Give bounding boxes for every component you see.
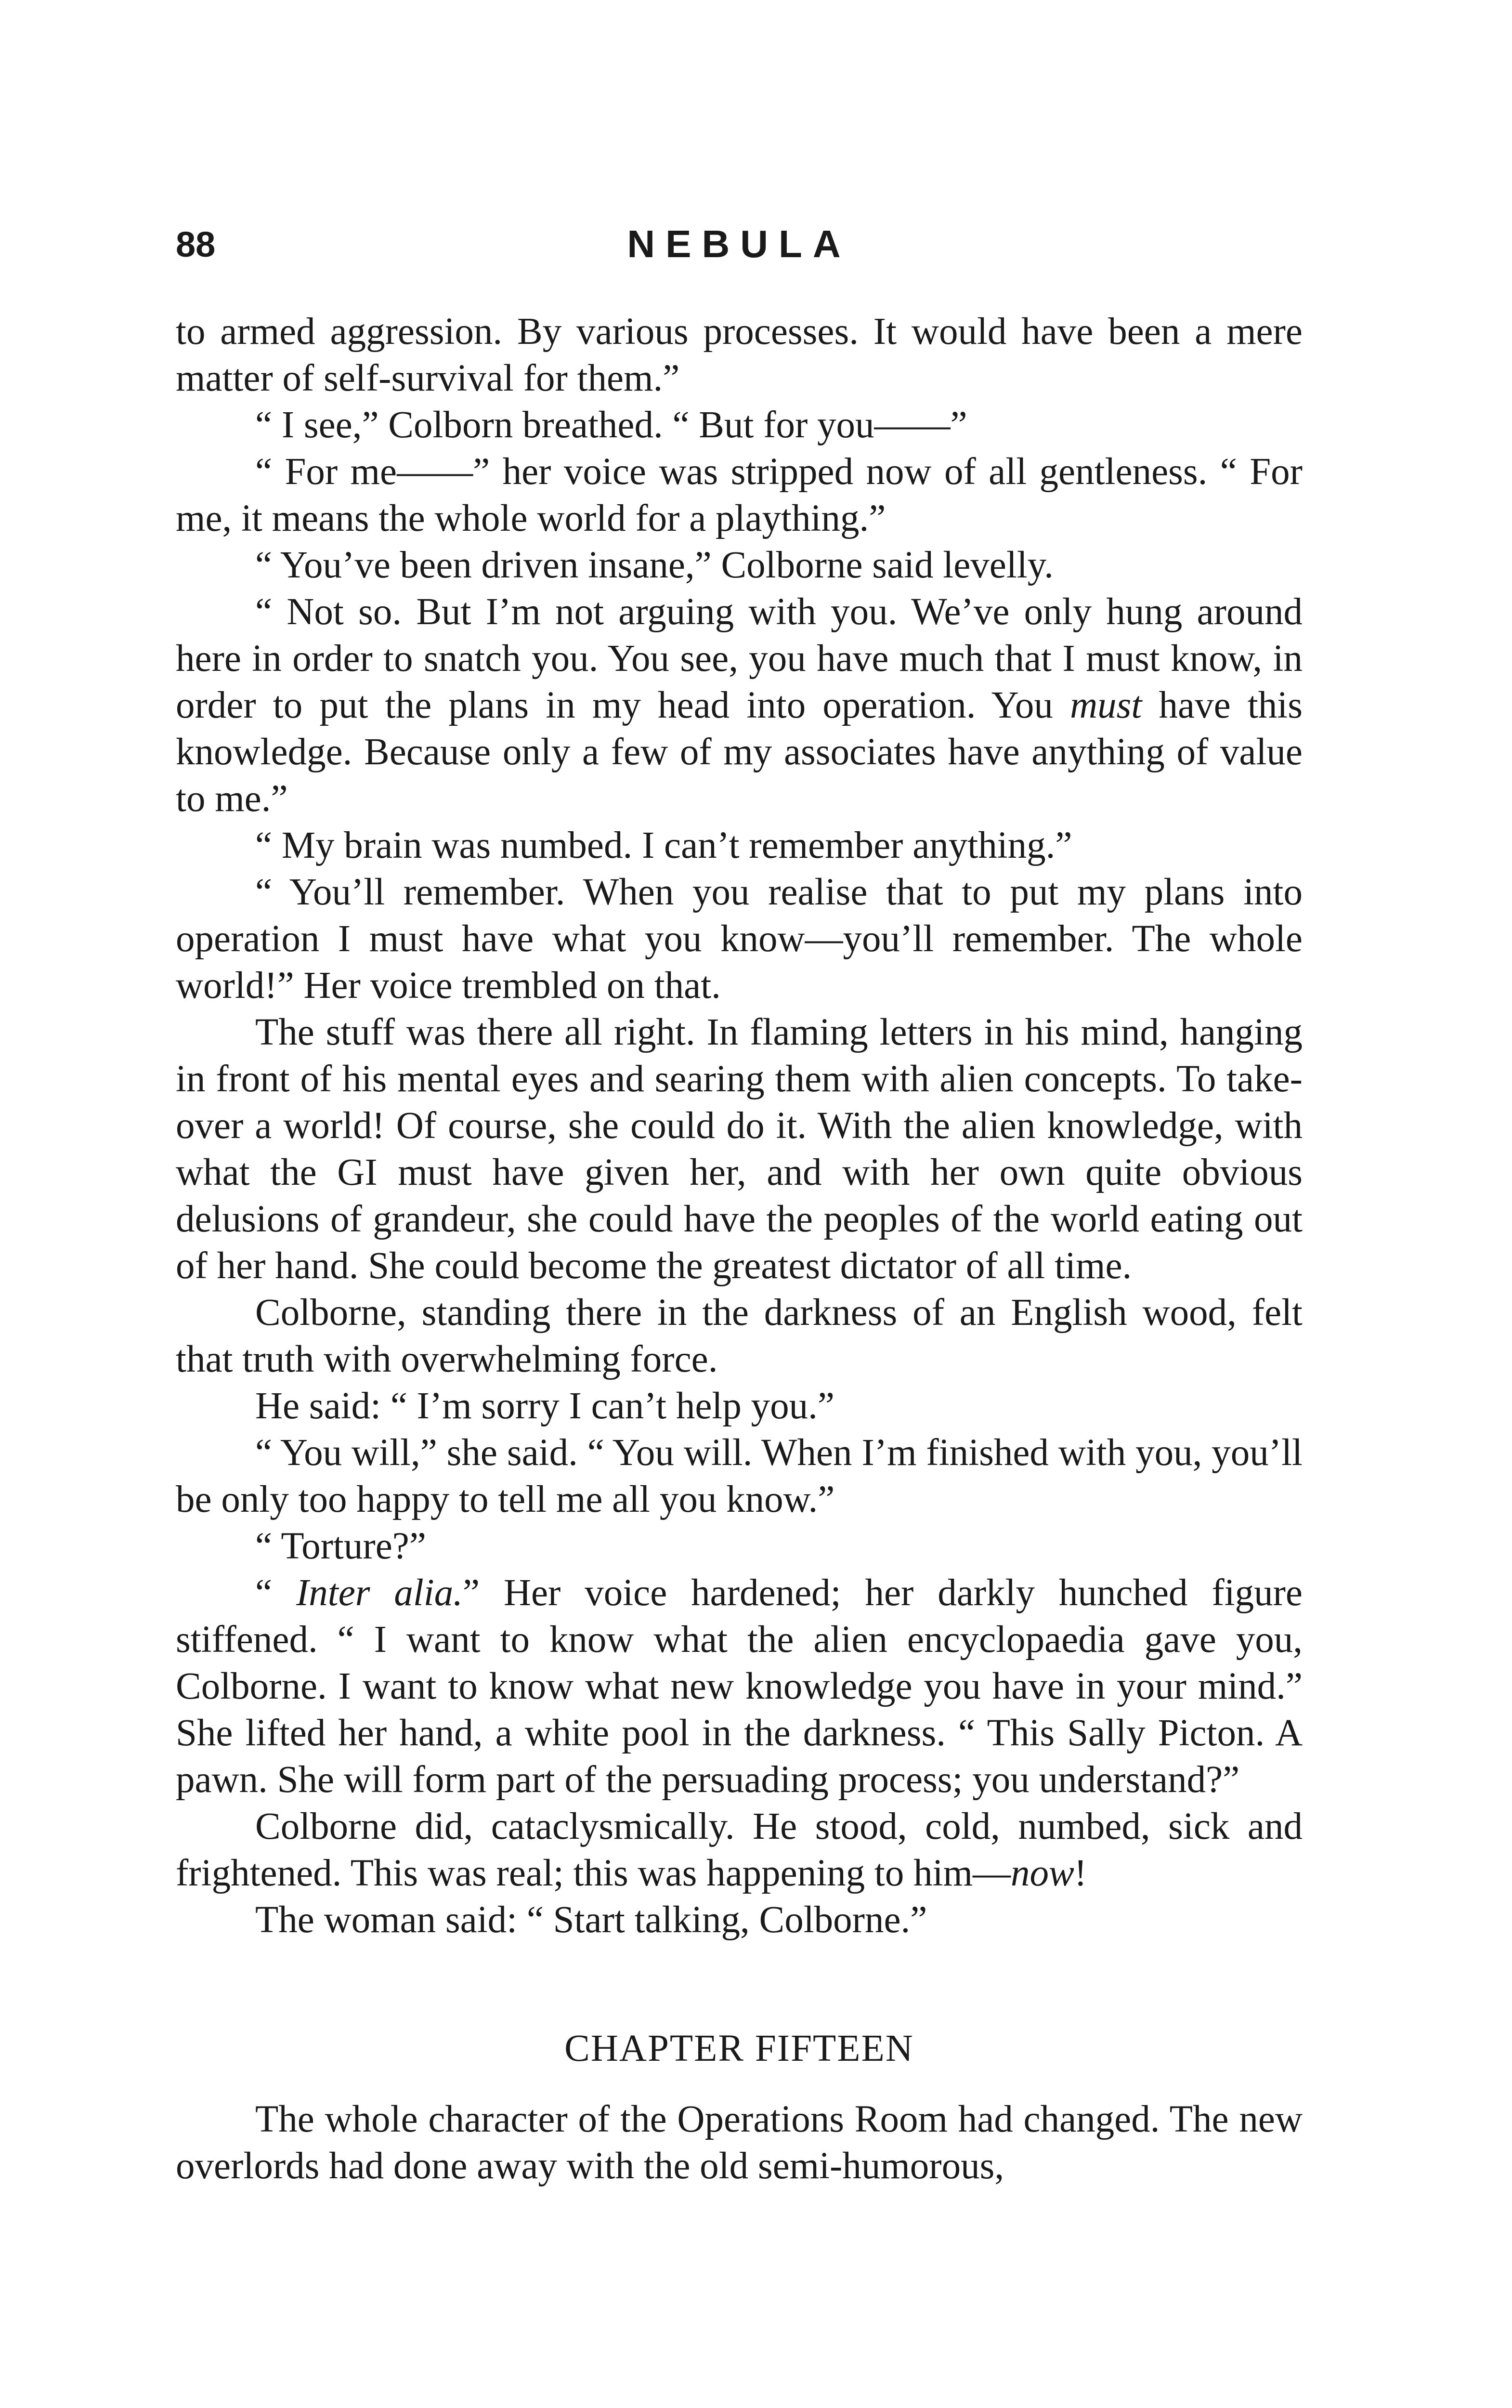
- text-run: Colborne did, cataclysmically. He stood, cold, numbed, sick and frightened. This was real; this was happening to him—: [176, 1806, 1303, 1894]
- italic-text: must: [1070, 684, 1142, 726]
- paragraph: [176, 1570, 1303, 1803]
- paragraph: [176, 448, 1303, 542]
- text-run: to armed aggression. By various processes. It would have been a mere matter of self-survival for them.”: [176, 311, 1303, 399]
- paragraph: [176, 1897, 1303, 1943]
- story-paragraphs: [176, 308, 1303, 1943]
- chapter-heading: CHAPTER FIFTEEN: [564, 2028, 914, 2069]
- text-run: The stuff was there all right. In flaming letters in his mind, hanging in front of his mental eyes and searing them with alien concepts. To take-over a world! Of course, she could do it. With the alien knowledge, with what the GI must have given her, and with her own quite obvious delusions of grandeur, she could have the peoples of the world eating out of her hand. She could become the greatest dictator of all time.: [176, 1011, 1303, 1287]
- text-run: “ For me——” her voice was stripped now of all gentleness. “ For me, it means the whole world for a plaything.”: [176, 451, 1303, 539]
- paragraph: [176, 869, 1303, 1009]
- paragraph: [176, 1523, 1303, 1570]
- paragraph: [176, 1803, 1303, 1897]
- paragraph: [176, 589, 1303, 822]
- paragraph: [176, 1429, 1303, 1523]
- text-run: “ My brain was numbed. I can’t remember anything.”: [255, 824, 1072, 866]
- text-run: “ Not so. But I’m not arguing with you. We’ve only hung around here in order to snatch you. You see, you have much that I must know, in order to put the plans in my head into operation. You: [176, 591, 1303, 726]
- paragraph: [176, 822, 1303, 869]
- text-run: He said: “ I’m sorry I can’t help you.”: [255, 1385, 834, 1427]
- italic-text: Inter alia.: [296, 1572, 463, 1614]
- text-run: “ You’ll remember. When you realise that to put my plans into operation I must have what you know—you’ll remember. The whole world!” Her voice trembled on that.: [176, 871, 1303, 1007]
- chapter-paragraphs: [176, 2096, 1303, 2189]
- text-run: The whole character of the Operations Room had changed. The new overlords had done away with the old semi-humorous,: [176, 2098, 1303, 2187]
- text-run: “ I see,” Colborn breathed. “ But for you——”: [255, 404, 967, 446]
- text-run: “ You will,” she said. “ You will. When I’m finished with you, you’ll be only too happy to tell me all you know.”: [176, 1432, 1303, 1520]
- running-title: NEBULA: [627, 222, 851, 265]
- text-run: The woman said: “ Start talking, Colborne.”: [255, 1899, 927, 1941]
- italic-text: now: [1011, 1852, 1074, 1894]
- text-run: Colborne, standing there in the darkness of an English wood, felt that truth with overwhelming force.: [176, 1292, 1303, 1380]
- text-run: ” Her voice hardened; her darkly hunched figure stiffened. “ I want to know what the alien encyclopaedia gave you, Colborne. I want to know what new knowledge you have in your mind.” She lifted her hand, a white pool in the darkness. “ This Sally Picton. A pawn. She will form part of the persuading process; you understand?”: [176, 1572, 1303, 1801]
- paragraph: [176, 1383, 1303, 1429]
- text-run: “: [255, 1572, 296, 1614]
- text-run: “ You’ve been driven insane,” Colborne said levelly.: [255, 544, 1054, 586]
- paragraph: [176, 1009, 1303, 1289]
- paragraph: [176, 1289, 1303, 1383]
- paragraph: [176, 402, 1303, 448]
- paragraph: [176, 308, 1303, 402]
- text-run: have this knowledge. Because only a few of my associates have anything of value to me.”: [176, 684, 1303, 820]
- page-number: 88: [176, 224, 216, 264]
- body-text: [176, 308, 1303, 2189]
- text-run: !: [1074, 1852, 1087, 1894]
- paragraph: [176, 542, 1303, 589]
- text-run: “ Torture?”: [255, 1525, 426, 1567]
- page-header: [176, 219, 1303, 277]
- paragraph: [176, 2096, 1303, 2189]
